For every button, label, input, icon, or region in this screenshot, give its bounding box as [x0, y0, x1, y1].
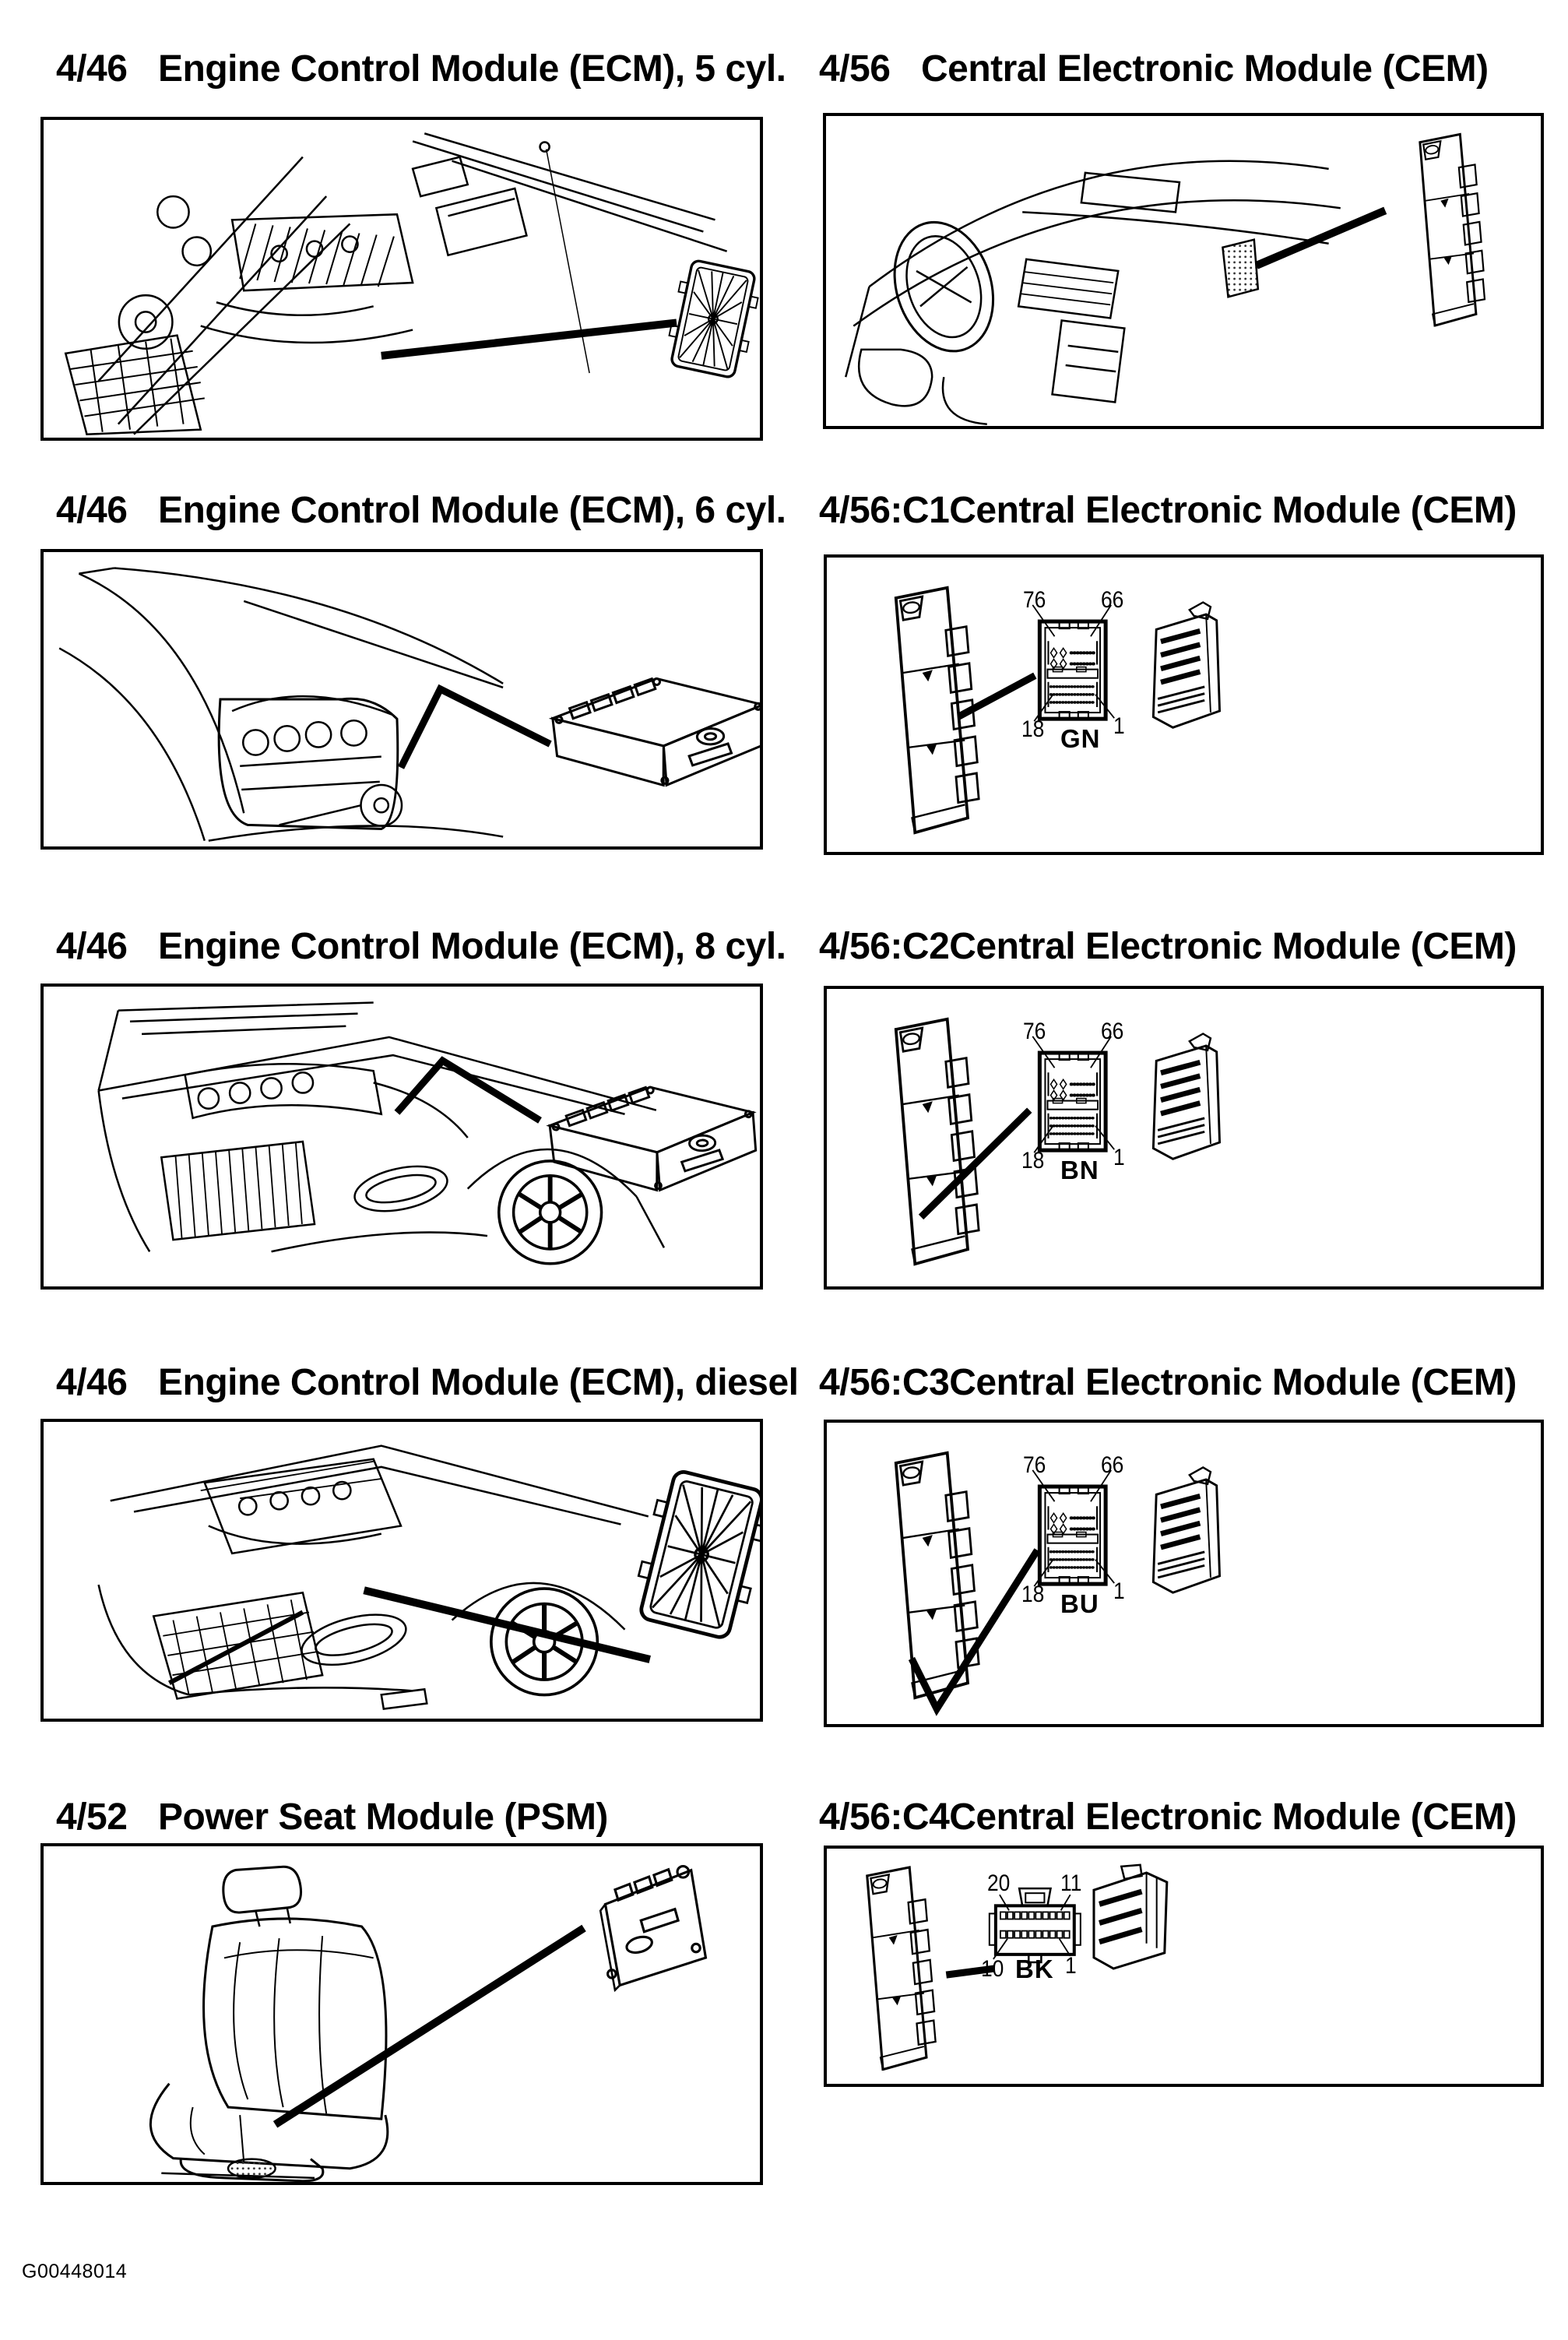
- leader-line: [381, 322, 677, 355]
- cem-module-icon: [867, 1867, 936, 2070]
- leader-line: [921, 1110, 1029, 1217]
- figure-cem-c2: [824, 986, 1544, 1290]
- pin-label-top-left: 76: [1023, 587, 1046, 613]
- pin-label-bottom-left: 18: [1021, 716, 1045, 742]
- panel-title-cem-c1: [819, 491, 1517, 532]
- ecm-module-icon: [663, 258, 760, 379]
- component-number: 4/56:C4: [819, 1796, 950, 1838]
- cem-module-icon: [896, 1019, 979, 1264]
- figure-psm: [40, 1843, 763, 2185]
- connector-housing-icon: [1153, 1467, 1219, 1592]
- connector-color-code: GN: [1060, 724, 1101, 753]
- cem-c4-illustration: [827, 1849, 1541, 2084]
- panel-title-psm: [56, 1797, 608, 1839]
- panel-title-cem-c4: [819, 1797, 1517, 1839]
- figure-ecm-8cyl: [40, 984, 763, 1290]
- suv-engine-sketch: [99, 1003, 664, 1252]
- panel-title-cem-c3: [819, 1363, 1517, 1404]
- cem-module-icon: [1420, 134, 1485, 325]
- figure-ecm-diesel: [40, 1419, 763, 1722]
- connector-color-code: BU: [1060, 1589, 1099, 1618]
- panel-title-ecm-5cyl: [56, 49, 786, 90]
- figure-cem-c1: [824, 554, 1544, 855]
- engine-bay-5cyl-illustration: [44, 120, 760, 438]
- power-seat-illustration: [44, 1846, 760, 2182]
- pin-label-top-right: 66: [1101, 1452, 1124, 1478]
- figure-ecm-5cyl: [40, 117, 763, 441]
- component-name: Engine Control Module (ECM), 5 cyl.: [158, 48, 786, 90]
- pin-label-top-left: 76: [1023, 1019, 1046, 1044]
- cem-c2-illustration: [827, 989, 1541, 1286]
- pin-label-bottom-left: 18: [1021, 1582, 1045, 1607]
- component-number: 4/46: [56, 490, 128, 531]
- pin-label-top-right: 66: [1101, 587, 1124, 613]
- pin-label-bottom-left: 18: [1021, 1148, 1045, 1174]
- car-front-sketch: [99, 1446, 649, 1709]
- component-name: Central Electronic Module (CEM): [921, 48, 1489, 90]
- component-name: Engine Control Module (ECM), 6 cyl.: [158, 490, 786, 531]
- component-name: Power Seat Module (PSM): [158, 1796, 608, 1838]
- leader-line: [912, 1550, 1037, 1709]
- engine-6cyl-illustration: [44, 552, 760, 846]
- component-number: 4/56:C1: [819, 490, 950, 531]
- ecm-module-icon: [629, 1467, 760, 1642]
- cem-c3-illustration: [827, 1423, 1541, 1724]
- component-name: Central Electronic Module (CEM): [949, 1796, 1517, 1838]
- dashboard-sketch: [846, 161, 1341, 424]
- panel-title-ecm-6cyl: [56, 491, 786, 532]
- pin-label-top-left: 76: [1023, 1452, 1046, 1478]
- pin-label-bottom-left: 10: [981, 1956, 1004, 1982]
- figure-cem-c3: [824, 1420, 1544, 1727]
- seat-sketch: [150, 1867, 387, 2181]
- component-name: Engine Control Module (ECM), 8 cyl.: [158, 926, 786, 967]
- engine-diesel-illustration: [44, 1422, 760, 1719]
- panel-title-ecm-diesel: [56, 1363, 799, 1404]
- leader-line: [397, 1061, 540, 1121]
- cabin-interior-illustration: [826, 116, 1541, 426]
- component-number: 4/52: [56, 1796, 128, 1838]
- pin-label-bottom-right: 1: [1065, 1953, 1077, 1979]
- figure-code: G00448014: [22, 2261, 128, 2282]
- figure-cem-c4: [824, 1846, 1544, 2087]
- connector-face-diagram: [1039, 1053, 1106, 1150]
- ecm-module-icon: [549, 1083, 758, 1194]
- pin-label-top-right: 66: [1101, 1019, 1124, 1044]
- pin-label-top-right: 11: [1060, 1870, 1082, 1896]
- component-number: 4/56:C3: [819, 1362, 950, 1403]
- engine-bay-sketch: [65, 133, 726, 434]
- component-name: Central Electronic Module (CEM): [949, 490, 1517, 531]
- ecm-module-icon: [551, 675, 760, 790]
- component-number: 4/56: [819, 48, 891, 90]
- component-number: 4/46: [56, 926, 128, 967]
- figure-ecm-6cyl: [40, 549, 763, 850]
- panel-title-cem-c2: [819, 927, 1517, 968]
- psm-module-icon: [600, 1867, 705, 1990]
- connector-housing-icon: [1153, 602, 1219, 727]
- component-name: Central Electronic Module (CEM): [949, 1362, 1517, 1403]
- leader-line: [401, 689, 550, 768]
- component-number: 4/46: [56, 48, 128, 90]
- engine-8cyl-illustration: [44, 987, 760, 1286]
- panel-title-cem: [819, 49, 1489, 90]
- pin-label-bottom-right: 1: [1113, 1578, 1125, 1604]
- component-number: 4/56:C2: [819, 926, 950, 967]
- connector-housing-icon: [1153, 1033, 1219, 1159]
- panel-title-ecm-8cyl: [56, 927, 786, 968]
- cem-location-highlight: [1222, 240, 1257, 297]
- wheel-icon: [499, 1161, 602, 1264]
- pin-label-top-left: 20: [987, 1870, 1011, 1896]
- component-number: 4/46: [56, 1362, 128, 1403]
- leader-line: [1257, 210, 1385, 266]
- pin-label-bottom-right: 1: [1113, 1145, 1125, 1170]
- figure-cem-location: [823, 113, 1544, 429]
- component-name: Central Electronic Module (CEM): [949, 926, 1517, 967]
- pin-label-bottom-right: 1: [1113, 713, 1125, 739]
- cem-c1-illustration: [827, 558, 1541, 852]
- connector-face-diagram: [1039, 621, 1106, 719]
- connector-color-code: BK: [1015, 1955, 1054, 1983]
- component-name: Engine Control Module (ECM), diesel: [158, 1362, 799, 1403]
- connector-color-code: BN: [1060, 1156, 1099, 1184]
- connector-face-diagram: [1039, 1487, 1106, 1584]
- connector-housing-icon: [1094, 1865, 1167, 1969]
